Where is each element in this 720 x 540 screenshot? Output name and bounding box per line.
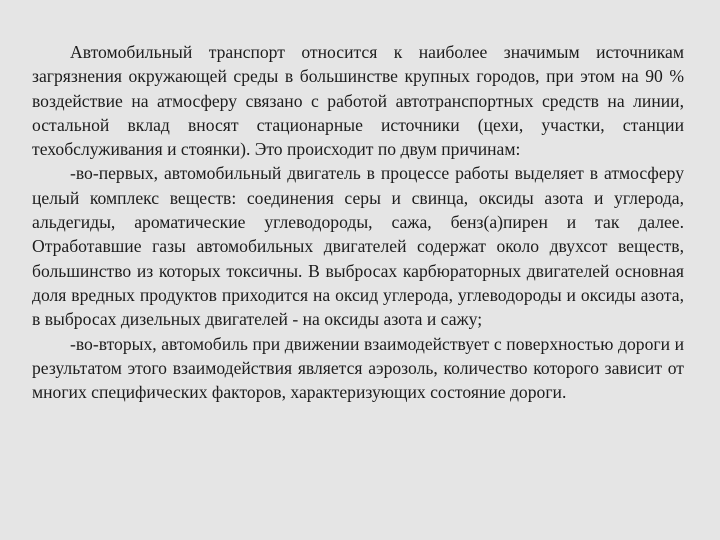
paragraph-second-reason: -во-вторых, автомобиль при движении взаимодействует с поверхностью дороги и результатом этого взаимодействия является аэрозоль, количество которого зависит от многих специфических факторов, характеризующих состояние дороги. bbox=[32, 333, 684, 403]
paragraph-first-reason: -во-первых, автомобильный двигатель в процессе работы выделяет в атмосферу целый комплекс веществ: соединения серы и свинца, оксиды азота и углерода, альдегиды, ароматические углеводороды, сажа, бенз(а)пирен и так далее. Отработавшие газы автомобильных двигателей содержат около двухсот веществ, большинство из которых токсичны. В выбросах карбюраторных двигателей основная доля вредных продуктов приходится на оксид углерода, углеводороды и оксиды азота, в выбросах дизельных двигателей - на оксиды азота и сажу; bbox=[32, 163, 684, 330]
body-text bbox=[32, 40, 684, 404]
paragraph-intro: Автомобильный транспорт относится к наиболее значимым источникам загрязнения окружающей среды в большинстве крупных городов, при этом на 90 % воздействие на атмосферу связано с работой автотранспортных средств на линии, остальной вклад вносят стационарные источники (цехи, участки, станции техобслуживания и стоянки). Это происходит по двум причинам: bbox=[32, 42, 684, 160]
